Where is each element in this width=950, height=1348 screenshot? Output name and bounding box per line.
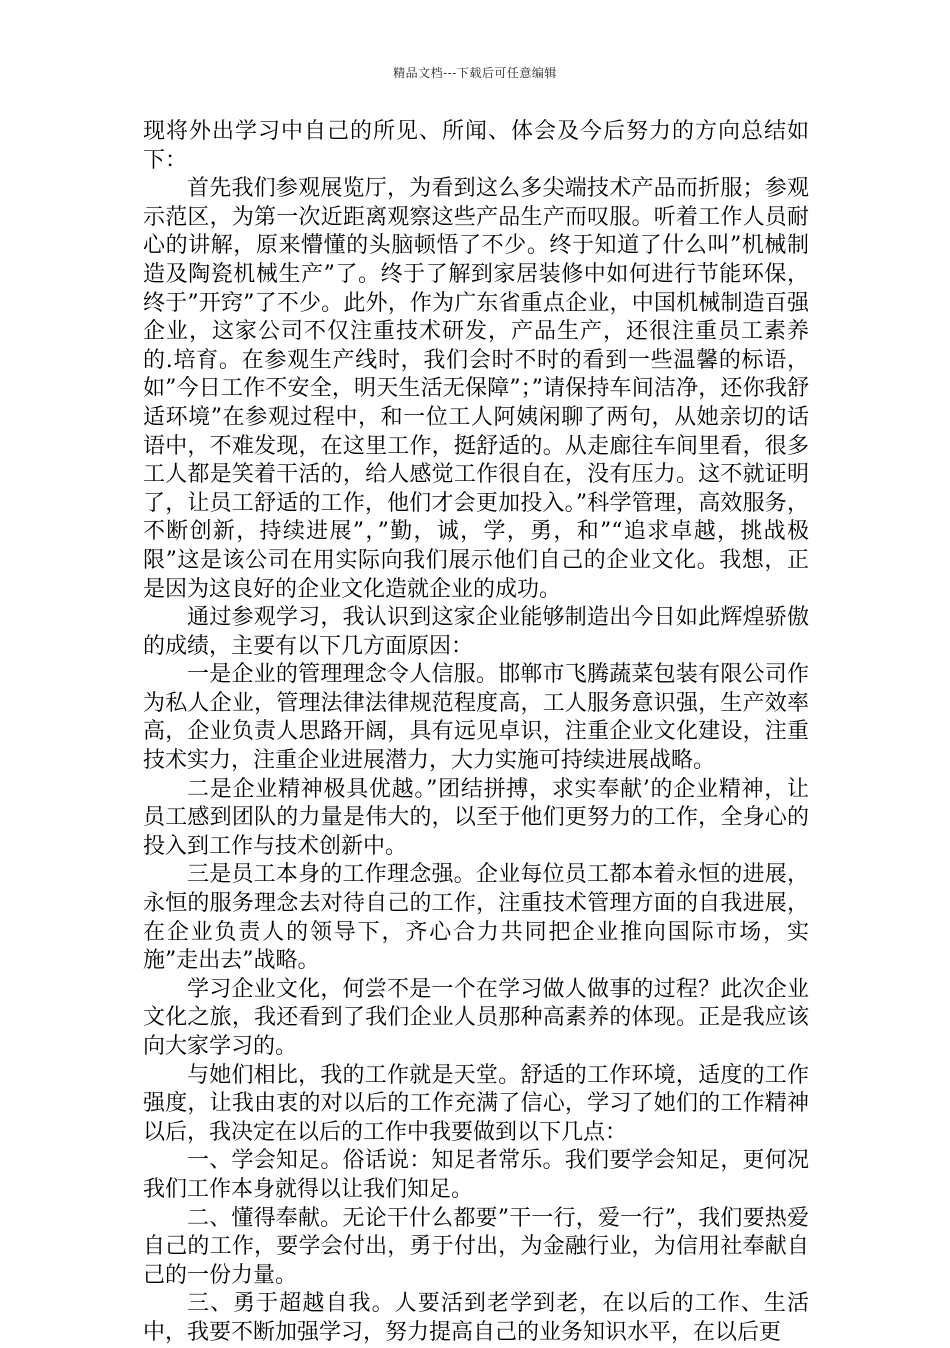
paragraph-reason-3: 三是员工本身的工作理念强。企业每位员工都本着永恒的进展，永恒的服务理念去对待自己的工作，注重技术管理方面的自我进展，在企业负责人的领导下，齐心合力共同把企业推向国际市场，实施”走出去”战略。: [143, 862, 809, 974]
paragraph-reasons-intro: 通过参观学习，我认识到这家企业能够制造出今日如此辉煌骄傲的成绩，主要有以下几方面原因：: [143, 605, 809, 659]
document-body: [143, 118, 809, 1348]
page-header: 精品文档---下载后可任意编辑: [393, 66, 557, 80]
paragraph-point-3: 三、勇于超越自我。人要活到老学到老，在以后的工作、生活中，我要不断加强学习，努力提高自己的业务知识水平，在以后更: [143, 1291, 809, 1345]
paragraph-reason-1: 一是企业的管理理念令人信服。邯郸市飞腾蔬菜包装有限公司作为私人企业，管理法律法律规范程度高，工人服务意识强，生产效率高，企业负责人思路开阔，具有远见卓识，注重企业文化建设，注重技术实力，注重企业进展潜力，大力实施可持续进展战略。: [143, 662, 809, 774]
paragraph-comparison: 与她们相比，我的工作就是天堂。舒适的工作环境，适度的工作强度，让我由衷的对以后的工作充满了信心，学习了她们的工作精神以后，我决定在以后的工作中我要做到以下几点：: [143, 1062, 809, 1145]
paragraph-point-1: 一、学会知足。俗话说：知足者常乐。我们要学会知足，更何况我们工作本身就得以让我们知足。: [143, 1148, 809, 1202]
paragraph-culture: 学习企业文化，何尝不是一个在学习做人做事的过程？此次企业文化之旅，我还看到了我们企业人员那种高素养的体现。正是我应该向大家学习的。: [143, 976, 809, 1059]
paragraph-point-2: 二、懂得奉献。无论干什么都要”干一行，爱一行”，我们要热爱自己的工作，要学会付出，勇于付出，为金融行业，为信用社奉献自己的一份力量。: [143, 1205, 809, 1288]
paragraph-intro: 现将外出学习中自己的所见、所闻、体会及今后努力的方向总结如下：: [143, 119, 809, 173]
paragraph-visit: 首先我们参观展览厅，为看到这么多尖端技术产品而折服；参观示范区，为第一次近距离观察这些产品生产而叹服。听着工作人员耐心的讲解，原来懵懂的头脑顿悟了不少。终于知道了什么叫”机械制造及陶瓷机械生产”了。终于了解到家居装修中如何进行节能环保，终于”开窍”了不少。此外，作为广东省重点企业，中国机械制造百强企业，这家公司不仅注重技术研发，产品生产，还很注重员工素养的.培育。在参观生产线时，我们会时不时的看到一些温馨的标语，如”今日工作不安全，明天生活无保障”；”请保持车间洁净，还你我舒适环境”在参观过程中，和一位工人阿姨闲聊了两句，从她亲切的话语中，不难发现，在这里工作，挺舒适的。从走廊往车间里看，很多工人都是笑着干活的，给人感觉工作很自在，没有压力。这不就证明了，让员工舒适的工作，他们才会更加投入。”科学管理，高效服务，不断创新，持续进展”，”勤，诚，学，勇，和”“追求卓越，挑战极限”这是该公司在用实际向我们展示他们自己的企业文化。我想，正是因为这良好的企业文化造就企业的成功。: [143, 176, 809, 602]
paragraph-reason-2: 二是企业精神极具优越。”团结拼搏，求实奉献’的企业精神，让员工感到团队的力量是伟大的，以至于他们更努力的工作，全身心的投入到工作与技术创新中。: [143, 776, 809, 859]
